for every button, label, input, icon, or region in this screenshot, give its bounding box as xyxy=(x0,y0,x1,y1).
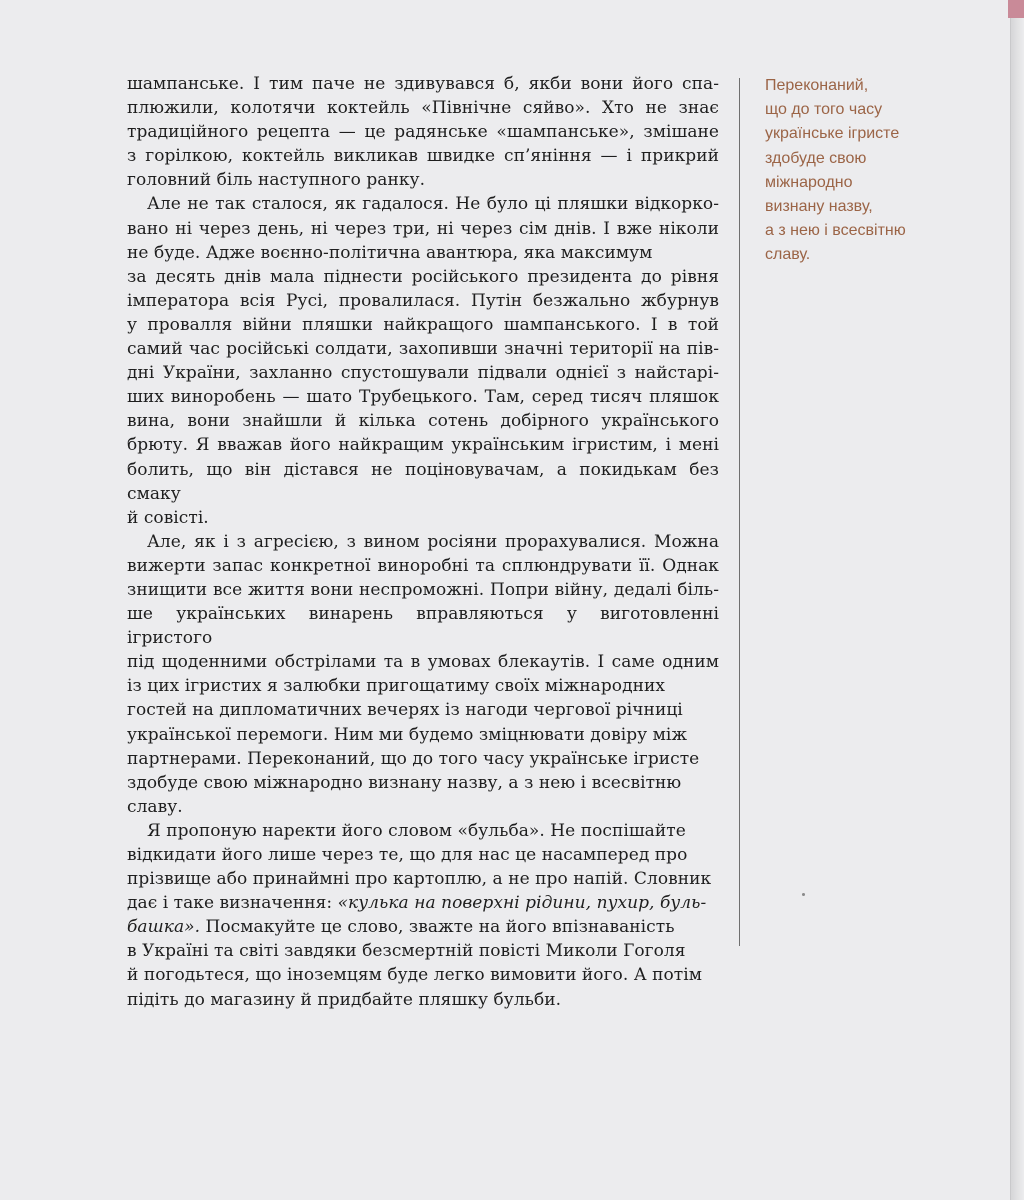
text-line: підіть до магазину й придбайте пляшку бульби. xyxy=(127,989,562,1010)
paragraph-1 xyxy=(127,72,719,192)
dictionary-definition: «кулька на поверхні рідини, пухир, буль- xyxy=(337,893,707,914)
dictionary-definition: башка». xyxy=(127,917,201,938)
text-line: імператора всія Русі, провалилася. Путін безжально жбурнув xyxy=(127,290,719,311)
pull-quote-line: здобуде свою xyxy=(765,149,867,167)
pull-quote-line: визнану назву, xyxy=(765,198,873,216)
text-line: української перемоги. Ним ми будемо зміцнювати довіру між xyxy=(127,724,688,745)
next-page-corner xyxy=(1008,0,1024,18)
text-line: здобуде свою міжнародно визнану назву, а з нею і всесвітню xyxy=(127,772,682,793)
paragraph-2 xyxy=(127,192,719,529)
paragraph-4 xyxy=(127,819,719,1012)
text-line: Але не так сталося, як гадалося. Не було ці пляшки відкорко- xyxy=(147,194,719,215)
text-line: брюту. Я вважав його найкращим українським ігристим, і мені xyxy=(127,435,719,456)
text-line: за десять днів мала піднести російського президента до рівня xyxy=(127,266,719,287)
text-line: партнерами. Переконаний, що до того часу українське ігристе xyxy=(127,748,700,769)
text-line: плюжили, колотячи коктейль «Північне сяйво». Хто не знає xyxy=(127,98,719,119)
pull-quote-line: міжнародно xyxy=(765,173,853,191)
text-line: в Україні та світі завдяки безсмертній повісті Миколи Гоголя xyxy=(127,941,686,962)
paper-speck xyxy=(802,893,805,896)
text-line: славу. xyxy=(127,796,183,817)
text-line: дні України, захланно спустошували підвали однієї з найстарі- xyxy=(127,363,719,384)
text-line: із цих ігристих я залюбки пригощатиму своїх міжнародних xyxy=(127,676,665,697)
text-line: знищити все життя вони неспроможні. Попри війну, дедалі біль- xyxy=(127,579,719,600)
text-line: болить, що він дістався не поціновувачам, а покидькам без смаку xyxy=(127,459,719,504)
pull-quote-line: славу. xyxy=(765,246,811,264)
pull-quote xyxy=(765,74,965,268)
text-line: у провалля війни пляшки найкращого шампанського. І в той xyxy=(127,314,719,335)
text-line: Але, як і з агресією, з вином росіяни прорахувалися. Можна xyxy=(147,531,719,552)
text-line: гостей на дипломатичних вечерях із нагоди чергової річниці xyxy=(127,700,683,721)
text-line: з горілкою, коктейль викликав швидке сп’яніння — і прикрий xyxy=(127,146,719,167)
text-line: самий час російські солдати, захопивши значні території на пів- xyxy=(127,339,719,360)
text-line: вижерти запас конкретної виноробні та сплюндрувати її. Однак xyxy=(127,555,719,576)
page-edge xyxy=(1011,0,1024,1200)
pull-quote-line: українське ігристе xyxy=(765,125,900,143)
text-line: шампанське. І тим паче не здивувався б, якби вони його спа- xyxy=(127,74,719,94)
pull-quote-line: Переконаний, xyxy=(765,77,869,94)
margin-divider-line xyxy=(739,78,740,946)
text-line: й совісті. xyxy=(127,507,209,528)
text-line xyxy=(127,891,719,915)
text-line: відкидати його лише через те, що для нас це насамперед про xyxy=(127,845,688,865)
pull-quote-line: а з нею і всесвітню xyxy=(765,222,906,240)
text-line: прізвище або принаймні про картоплю, а не про напій. Словник xyxy=(127,869,712,890)
text-line xyxy=(127,915,719,939)
text-run: дає і таке визначення: xyxy=(127,893,338,914)
text-line: вина, вони знайшли й кілька сотень добірного українського xyxy=(127,411,719,432)
text-line: вано ні через день, ні через три, ні через сім днів. І вже ніколи xyxy=(127,218,719,239)
text-line: головний біль наступного ранку. xyxy=(127,170,426,191)
text-line: й погодьтеся, що іноземцям буде легко вимовити його. А потім xyxy=(127,965,702,986)
body-text xyxy=(127,72,719,1012)
text-line: Я пропоную наректи його словом «бульба». Не поспішайте xyxy=(147,820,686,841)
text-line: не буде. Адже воєнно-політична авантюра, яка максимум xyxy=(127,242,653,263)
text-line: ше українських винарень вправляються у виготовленні ігристого xyxy=(127,604,719,649)
text-run: Посмакуйте це слово, зважте на його впізнаваність xyxy=(200,917,675,938)
text-line: ших виноробень — шато Трубецького. Там, серед тисяч пляшок xyxy=(127,387,719,408)
pull-quote-line: що до того часу xyxy=(765,101,883,119)
paragraph-3 xyxy=(127,530,719,819)
text-line: традиційного рецепта — це радянське «шампанське», змішане xyxy=(127,122,719,143)
text-line: під щоденними обстрілами та в умовах блекаутів. І саме одним xyxy=(127,652,719,673)
